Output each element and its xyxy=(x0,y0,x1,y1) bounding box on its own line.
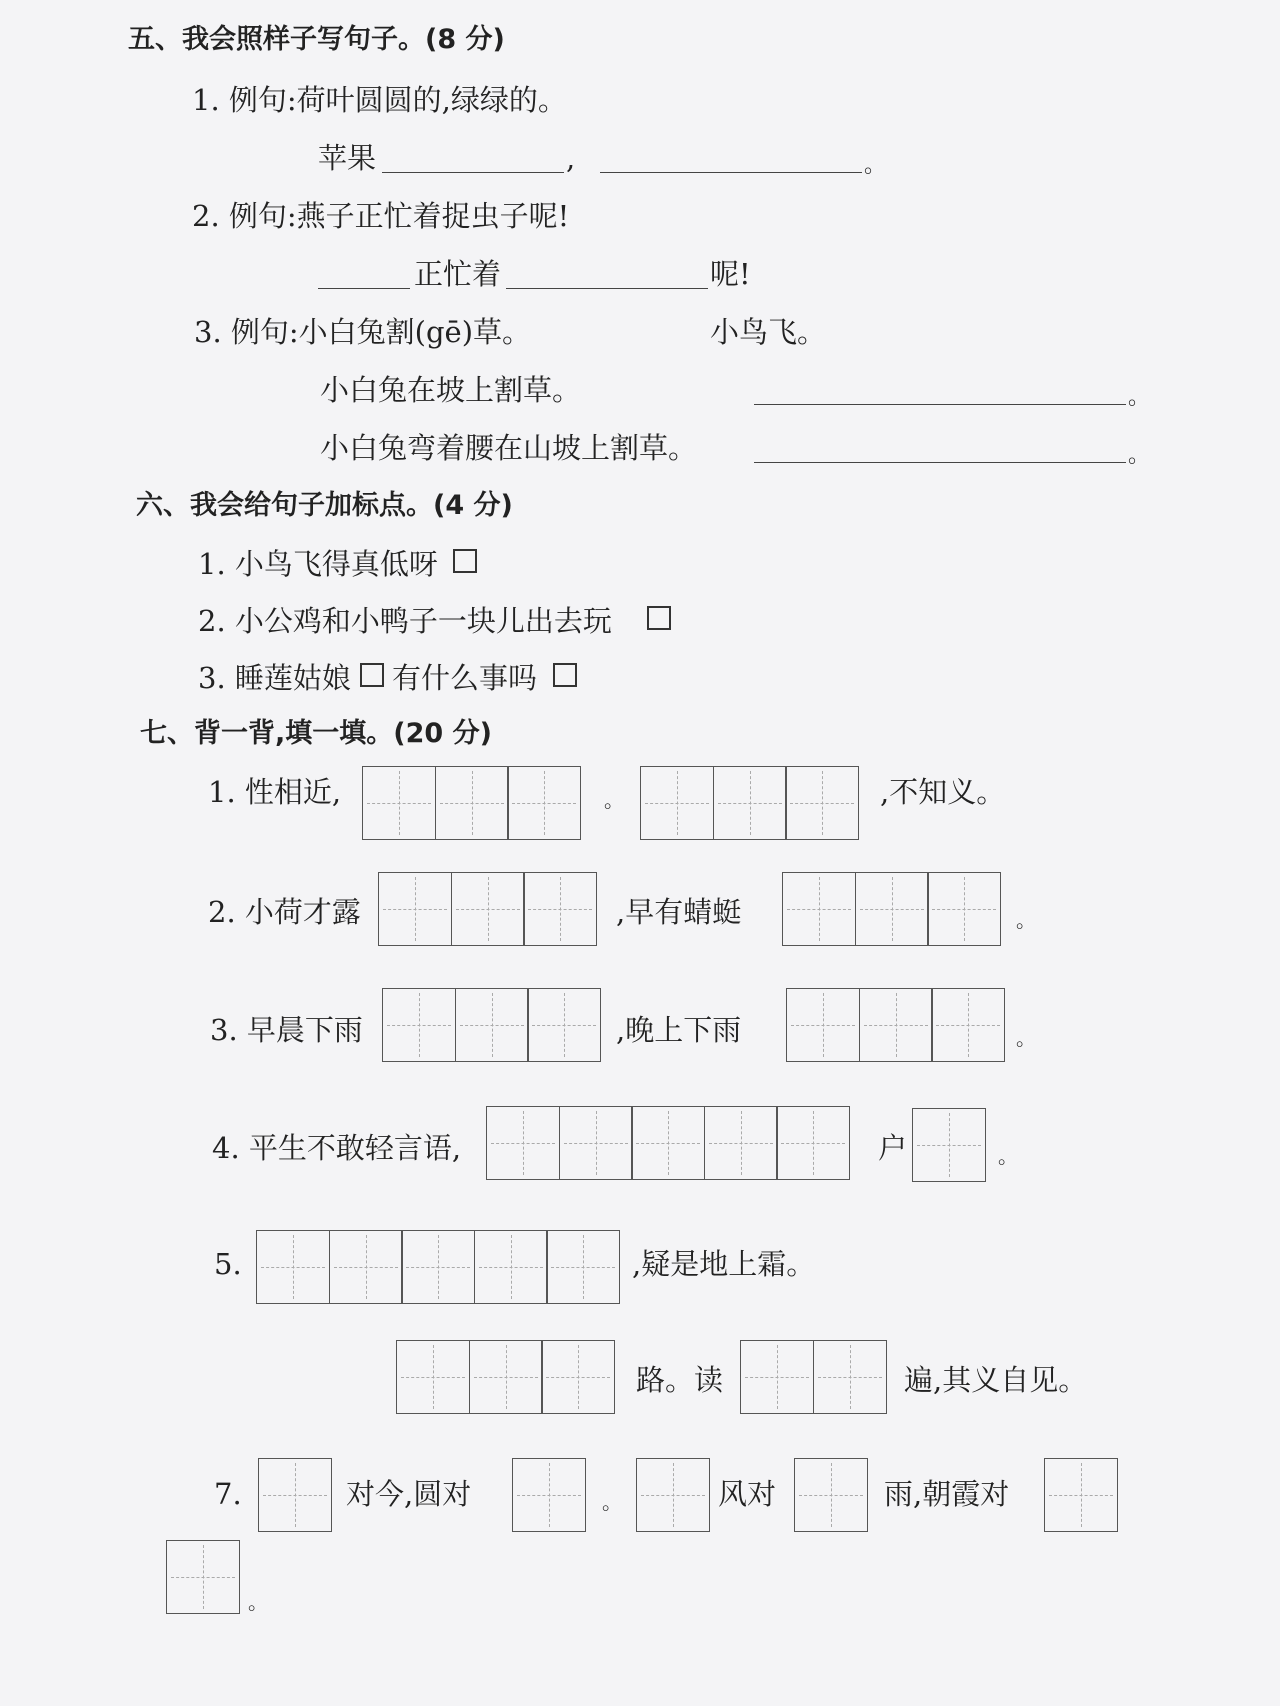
q7-2a: 2. 小荷才露 xyxy=(208,895,361,929)
char-cell[interactable] xyxy=(527,988,601,1062)
q7-1a: 1. 性相近, xyxy=(208,775,342,809)
q5-1-example: 1. 例句:荷叶圆圆的,绿绿的。 xyxy=(192,83,567,117)
q6-3a: 3. 睡莲姑娘 xyxy=(198,661,351,695)
char-cell[interactable] xyxy=(782,872,856,946)
char-grid xyxy=(258,1458,331,1532)
period: 。 xyxy=(1128,385,1151,410)
char-cell[interactable] xyxy=(523,872,597,946)
char-cell[interactable] xyxy=(912,1108,986,1182)
punctuation-box[interactable] xyxy=(453,549,477,573)
q5-3-example: 3. 例句:小白兔割(gē)草。 xyxy=(194,315,532,349)
section-6-title: 六、我会给句子加标点。(4 分) xyxy=(136,490,513,521)
punctuation-box[interactable] xyxy=(553,663,577,687)
char-cell[interactable] xyxy=(258,1458,332,1532)
period: 。 xyxy=(998,1144,1018,1168)
q7-6a: 路。读 xyxy=(636,1363,724,1397)
char-grid xyxy=(740,1340,885,1414)
char-cell[interactable] xyxy=(636,1458,710,1532)
period: 。 xyxy=(248,1590,268,1614)
char-cell[interactable] xyxy=(362,766,436,840)
char-cell[interactable] xyxy=(329,1230,403,1304)
char-cell[interactable] xyxy=(378,872,452,946)
q7-5a: 5. xyxy=(214,1247,242,1281)
period: 。 xyxy=(864,153,887,178)
char-cell[interactable] xyxy=(256,1230,330,1304)
char-cell[interactable] xyxy=(486,1106,560,1180)
char-cell[interactable] xyxy=(786,988,860,1062)
punctuation-box[interactable] xyxy=(360,663,384,687)
char-grid xyxy=(786,988,1004,1062)
char-cell[interactable] xyxy=(776,1106,850,1180)
char-grid xyxy=(640,766,858,840)
q7-6b: 遍,其义自见。 xyxy=(904,1363,1088,1397)
q5-2-example: 2. 例句:燕子正忙着捉虫子呢! xyxy=(192,199,570,233)
char-grid xyxy=(1044,1458,1117,1532)
answer-blank[interactable] xyxy=(754,404,1126,405)
char-grid xyxy=(912,1108,985,1182)
section-7-title: 七、背一背,填一填。(20 分) xyxy=(140,718,492,749)
answer-blank[interactable] xyxy=(382,172,564,173)
char-cell[interactable] xyxy=(794,1458,868,1532)
char-cell[interactable] xyxy=(382,988,456,1062)
char-cell[interactable] xyxy=(512,1458,586,1532)
char-cell[interactable] xyxy=(401,1230,475,1304)
char-cell[interactable] xyxy=(704,1106,778,1180)
answer-blank[interactable] xyxy=(754,462,1126,463)
char-cell[interactable] xyxy=(469,1340,543,1414)
char-cell[interactable] xyxy=(859,988,933,1062)
char-grid xyxy=(362,766,580,840)
comma: , xyxy=(566,141,576,175)
char-cell[interactable] xyxy=(451,872,525,946)
char-cell[interactable] xyxy=(559,1106,633,1180)
char-cell[interactable] xyxy=(1044,1458,1118,1532)
char-grid xyxy=(486,1106,849,1180)
char-cell[interactable] xyxy=(713,766,787,840)
char-cell[interactable] xyxy=(541,1340,615,1414)
q7-4a: 4. 平生不敢轻言语, xyxy=(212,1131,462,1165)
q7-1b: ,不知义。 xyxy=(880,775,1006,809)
char-grid xyxy=(378,872,596,946)
period: 。 xyxy=(1016,908,1036,932)
q6-3b: 有什么事吗 xyxy=(392,661,538,695)
q7-7d: 风对 xyxy=(718,1477,777,1511)
char-grid xyxy=(794,1458,867,1532)
period: 。 xyxy=(1016,1026,1036,1050)
char-cell[interactable] xyxy=(166,1540,240,1614)
char-cell[interactable] xyxy=(455,988,529,1062)
char-grid xyxy=(782,872,1000,946)
char-cell[interactable] xyxy=(785,766,859,840)
period: 。 xyxy=(1128,443,1151,468)
char-cell[interactable] xyxy=(931,988,1005,1062)
char-grid xyxy=(382,988,600,1062)
q5-1-word: 苹果 xyxy=(318,141,377,175)
q5-2-mid: 正忙着 xyxy=(414,257,502,291)
q7-3a: 3. 早晨下雨 xyxy=(210,1013,363,1047)
char-grid xyxy=(166,1540,239,1614)
q5-3-line3: 小白兔弯着腰在山坡上割草。 xyxy=(320,431,698,465)
char-cell[interactable] xyxy=(546,1230,620,1304)
q5-3-target: 小鸟飞。 xyxy=(710,315,827,349)
q7-7b: 对今,圆对 xyxy=(346,1477,472,1511)
answer-blank[interactable] xyxy=(318,288,410,289)
period: 。 xyxy=(604,788,624,812)
q6-2: 2. 小公鸡和小鸭子一块儿出去玩 xyxy=(198,604,612,638)
char-grid xyxy=(636,1458,709,1532)
q7-4b: 户 xyxy=(878,1131,908,1165)
q7-7a: 7. xyxy=(214,1477,242,1511)
char-cell[interactable] xyxy=(855,872,929,946)
answer-blank[interactable] xyxy=(506,288,708,289)
char-cell[interactable] xyxy=(927,872,1001,946)
q7-3b: ,晚上下雨 xyxy=(616,1013,742,1047)
answer-blank[interactable] xyxy=(600,172,862,173)
char-cell[interactable] xyxy=(740,1340,814,1414)
q7-7e: 雨,朝霞对 xyxy=(884,1477,1010,1511)
char-cell[interactable] xyxy=(631,1106,705,1180)
q6-1: 1. 小鸟飞得真低呀 xyxy=(198,547,438,581)
char-cell[interactable] xyxy=(435,766,509,840)
char-cell[interactable] xyxy=(813,1340,887,1414)
q7-2b: ,早有蜻蜓 xyxy=(616,895,742,929)
char-cell[interactable] xyxy=(640,766,714,840)
q7-5b: ,疑是地上霜。 xyxy=(632,1247,816,1281)
char-cell[interactable] xyxy=(507,766,581,840)
q5-3-line2: 小白兔在坡上割草。 xyxy=(320,373,582,407)
q5-2-end: 呢! xyxy=(710,257,751,291)
char-grid xyxy=(256,1230,619,1304)
punctuation-box[interactable] xyxy=(647,606,671,630)
char-grid xyxy=(396,1340,614,1414)
char-cell[interactable] xyxy=(474,1230,548,1304)
char-grid xyxy=(512,1458,585,1532)
char-cell[interactable] xyxy=(396,1340,470,1414)
period: 。 xyxy=(602,1490,622,1514)
section-5-title: 五、我会照样子写句子。(8 分) xyxy=(128,24,505,55)
